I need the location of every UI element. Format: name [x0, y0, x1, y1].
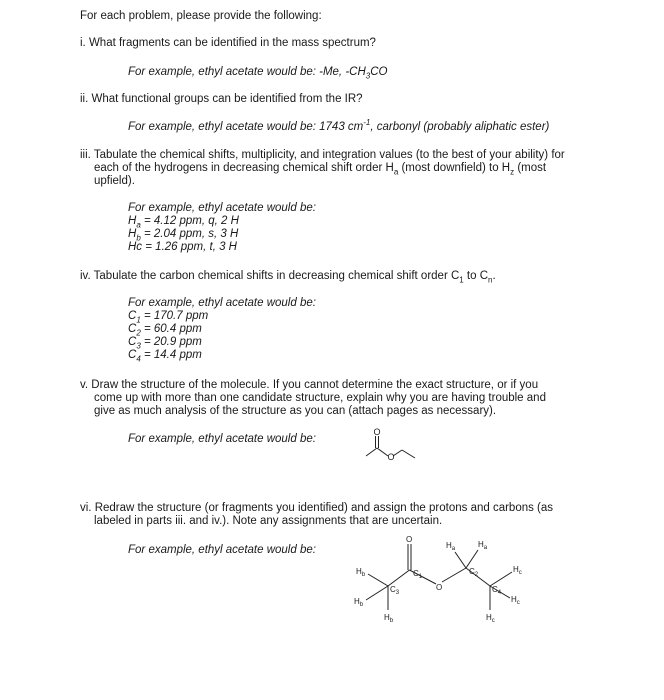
- question-5-number: v.: [80, 379, 89, 391]
- c-shift-row-4-sym: C: [128, 349, 137, 361]
- h-shift-row-b-val: = 2.04 ppm, s, 3 H: [140, 228, 239, 240]
- question-5-line-3: give as much analysis of the structure as you can (attach pages as necessary).: [94, 405, 497, 417]
- bond-c4-hc-1: [490, 572, 512, 586]
- label-c3-sym: C: [390, 585, 396, 594]
- question-4-text: [93, 270, 496, 285]
- label-c2: [469, 567, 479, 578]
- question-4-sub-1: 1: [459, 275, 464, 285]
- label-c2-sym: C: [469, 567, 475, 576]
- question-1-example-sub: 3: [365, 71, 371, 81]
- question-4-sub-n: n: [488, 275, 493, 285]
- label-hb-2: [354, 597, 364, 608]
- atom-o-ester: O: [387, 452, 395, 462]
- label-o-carbonyl: O: [406, 535, 413, 544]
- question-1-example-text: For example, ethyl acetate would be: -Me, -CH: [128, 66, 366, 78]
- label-hb-1-sub: b: [361, 572, 366, 578]
- h-shift-row-c: [128, 241, 237, 253]
- question-4-example: For example, ethyl acetate would be:: [128, 297, 316, 309]
- c-shift-row-2-sym: C: [128, 323, 137, 335]
- label-ha-2-sub: a: [483, 545, 488, 551]
- question-6-text-a: Redraw the structure (or fragments you identified) and assign the protons and carbons (as: [94, 502, 554, 514]
- h-shift-row-c-sym: Hc: [128, 241, 143, 253]
- label-ha-1-sub: a: [451, 546, 456, 552]
- question-3-sub-z: z: [510, 167, 515, 177]
- bond-carbonyl-oxygen: [377, 448, 388, 456]
- h-shift-row-a-sub: a: [136, 220, 141, 230]
- label-c3: [390, 585, 400, 596]
- h-shift-row-a-val: = 4.12 ppm, q, 2 H: [140, 215, 239, 227]
- question-3-text-b1: each of the hydrogens in decreasing chemical shift order H: [94, 162, 394, 174]
- label-c1-sub: 1: [418, 574, 423, 580]
- label-hc-3: [486, 613, 495, 624]
- c-shift-row-2-val: = 60.4 ppm: [140, 323, 202, 335]
- question-2-example-text: For example, ethyl acetate would be: 1743 cm: [128, 121, 364, 133]
- label-hb-2-sym: H: [354, 597, 360, 606]
- question-2-example-sup: -1: [363, 118, 371, 128]
- bond-c3-hb-1: [368, 574, 388, 586]
- c-shift-row-1-sub: 1: [136, 315, 141, 325]
- label-c4-sym: C: [492, 585, 498, 594]
- question-3-number: iii.: [80, 149, 91, 161]
- h-shift-row-b-sym: H: [128, 228, 137, 240]
- question-3-sub-a: a: [393, 167, 399, 177]
- label-c1: [413, 569, 423, 580]
- label-c1-sym: C: [413, 569, 419, 578]
- question-3-text-a: Tabulate the chemical shifts, multiplicity, and integration values (to the best of your ability) for: [93, 149, 565, 161]
- question-4-text-3: .: [492, 270, 496, 282]
- question-6-number: vi.: [80, 502, 92, 514]
- h-shift-row-c-val: = 1.26 ppm, t, 3 H: [142, 241, 237, 253]
- label-ha-1-sym: H: [446, 541, 452, 550]
- c-shift-row-1: [128, 310, 209, 325]
- question-4: [80, 270, 496, 285]
- question-5-line-2: come up with more than one candidate structure, explain why you are having trouble and: [94, 392, 546, 404]
- label-hc-2-sub: c: [516, 600, 520, 606]
- bond-ch2-ch3: [402, 450, 415, 458]
- bond-c1-c3: [388, 570, 410, 586]
- label-c2-sub: 2: [474, 572, 479, 578]
- label-hc-1: [513, 565, 522, 576]
- question-5-line-1: [80, 379, 538, 391]
- question-2-number: ii.: [80, 93, 89, 105]
- label-hb-3-sub: b: [389, 618, 394, 624]
- label-hc-1-sub: c: [518, 570, 522, 576]
- intro-text: For each problem, please provide the following:: [80, 10, 322, 22]
- question-6-line-2: labeled in parts iii. and iv.). Note any assignments that are uncertain.: [94, 515, 443, 527]
- c-shift-row-2-sub: 2: [136, 328, 141, 338]
- label-c4-sub: 4: [497, 590, 502, 596]
- question-3-line-3: upfield).: [94, 175, 135, 187]
- question-3-line-2: [94, 162, 547, 177]
- label-hc-3-sub: c: [491, 618, 495, 624]
- label-hb-1: [356, 567, 366, 578]
- label-hb-3: [384, 613, 394, 624]
- label-ha-2-sym: H: [478, 540, 484, 549]
- c-shift-row-2: [128, 323, 202, 338]
- question-3-text-b3: (most: [514, 162, 547, 174]
- question-6-example: For example, ethyl acetate would be:: [128, 544, 316, 556]
- question-1-text: What fragments can be identified in the mass spectrum?: [88, 37, 376, 49]
- question-3-example: For example, ethyl acetate would be:: [128, 202, 316, 214]
- c-shift-row-4: [128, 349, 202, 364]
- question-4-number: iv.: [80, 270, 91, 282]
- question-3-text-b2: (most downfield) to H: [398, 162, 511, 174]
- atom-o-carbonyl: O: [373, 427, 381, 437]
- c-shift-row-3-sym: C: [128, 336, 137, 348]
- bond-c3-hb-2: [366, 586, 388, 600]
- c-shift-row-3: [128, 336, 202, 351]
- label-ha-1: [446, 541, 456, 552]
- label-ha-2: [478, 540, 488, 551]
- c-shift-row-4-val: = 14.4 ppm: [140, 349, 202, 361]
- label-c3-sub: 3: [395, 590, 400, 596]
- h-shift-row-a: [128, 215, 239, 230]
- c-shift-row-3-sub: 3: [136, 341, 141, 351]
- c-shift-row-1-sym: C: [128, 310, 137, 322]
- question-4-text-2: to C: [463, 270, 489, 282]
- bond-o-c2: [442, 568, 466, 582]
- label-hc-2-sym: H: [511, 595, 517, 604]
- question-2-text: What functional groups can be identified from the IR?: [91, 93, 363, 105]
- question-5-example: For example, ethyl acetate would be:: [128, 433, 316, 445]
- question-1-number: i.: [80, 37, 86, 49]
- label-hb-1-sym: H: [356, 567, 362, 576]
- question-4-text-1: Tabulate the carbon chemical shifts in decreasing chemical shift order C: [93, 270, 460, 282]
- question-2: [80, 93, 363, 105]
- question-5-text-a: Draw the structure of the molecule. If you cannot determine the exact structure, or if you: [91, 379, 539, 391]
- question-1: [80, 37, 376, 49]
- c-shift-row-3-val: = 20.9 ppm: [140, 336, 202, 348]
- label-hc-1-sym: H: [513, 565, 519, 574]
- ethyl-acetate-skeletal-structure: [360, 424, 420, 468]
- h-shift-row-b: [128, 228, 239, 243]
- question-2-example-tail: , carbonyl (probably aliphatic ester): [370, 121, 550, 133]
- label-o-ester: O: [436, 583, 443, 592]
- h-shift-row-b-sub: b: [136, 233, 141, 243]
- c-shift-row-4-sub: 4: [136, 354, 141, 364]
- bond-c2-ha-1: [455, 552, 466, 568]
- question-2-example: [128, 118, 550, 133]
- label-hb-2-sub: b: [359, 602, 364, 608]
- question-3-line-1: [80, 149, 565, 161]
- question-6-line-1: [80, 502, 553, 514]
- label-hb-3-sym: H: [384, 613, 390, 622]
- ethyl-acetate-labeled-structure: [340, 530, 540, 630]
- label-hc-3-sym: H: [486, 613, 492, 622]
- question-1-example: [128, 66, 388, 81]
- bond-methyl-carbonyl: [366, 448, 377, 456]
- label-hc-2: [511, 595, 520, 606]
- question-1-example-tail: CO: [370, 66, 388, 78]
- label-c4: [492, 585, 502, 596]
- h-shift-row-a-sym: H: [128, 215, 137, 227]
- c-shift-row-1-val: = 170.7 ppm: [140, 310, 209, 322]
- bond-c2-ha-2: [466, 550, 478, 568]
